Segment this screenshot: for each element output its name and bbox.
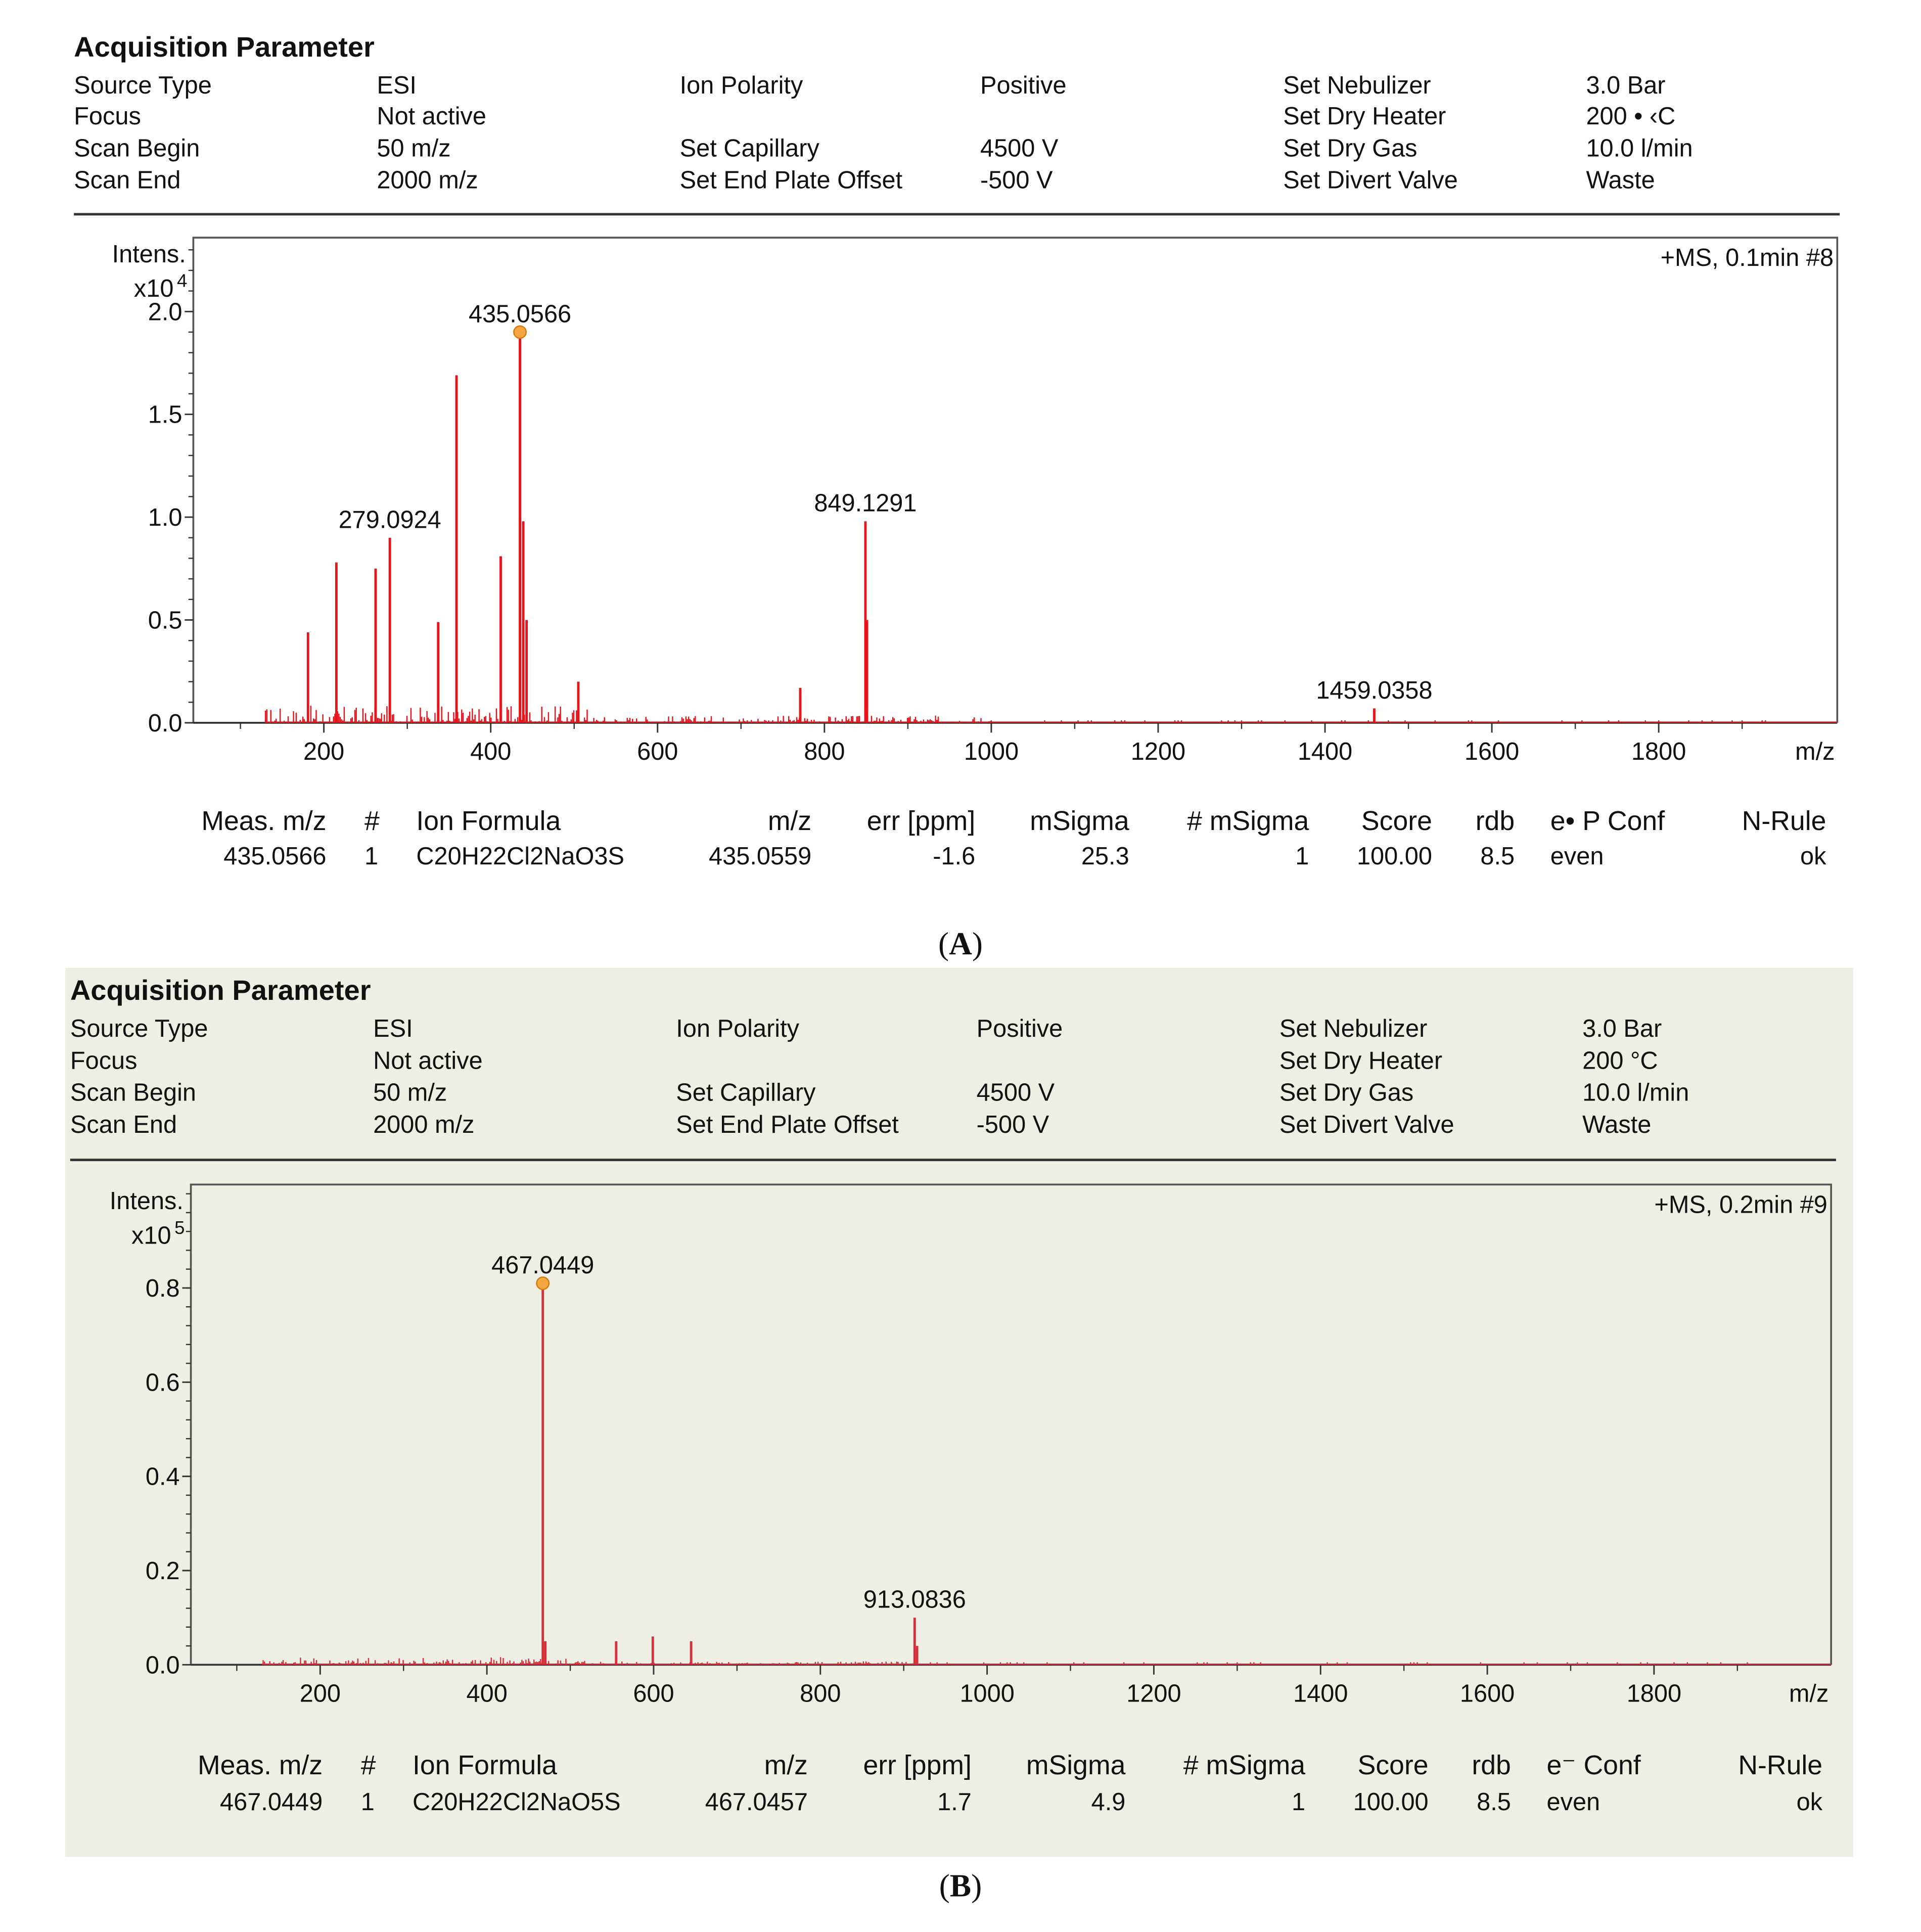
param-value: 2000 m/z [373, 1112, 475, 1139]
y-tick-label: 0.5 [148, 607, 182, 634]
param-label: Set Divert Valve [1279, 1112, 1454, 1139]
caption-paren: ) [971, 1868, 982, 1904]
y-tick-label: 1.0 [148, 504, 182, 532]
param-value: 200 • ‹C [1586, 103, 1676, 131]
table-cell: 435.0566 [223, 843, 327, 871]
table-cell: -1.6 [933, 843, 976, 871]
table-cell: C20H22Cl2NaO5S [413, 1789, 621, 1816]
x-axis-label: m/z [1795, 738, 1835, 765]
table-cell: 467.0449 [219, 1789, 323, 1816]
table-cell: C20H22Cl2NaO3S [416, 843, 624, 871]
param-value: 4500 V [976, 1080, 1055, 1107]
x-tick-label: 1600 [1464, 738, 1520, 765]
y-tick-label: 2.0 [148, 298, 182, 326]
y-tick-label: 0.0 [148, 709, 182, 737]
param-value: 10.0 l/min [1582, 1080, 1689, 1107]
param-value: 200 °C [1582, 1047, 1658, 1075]
x-tick-label: 1800 [1626, 1680, 1682, 1708]
param-label: Scan End [70, 1112, 177, 1139]
table-header-cell: Ion Formula [416, 805, 561, 836]
caption-paren: ( [938, 926, 949, 962]
param-label: Set Dry Gas [1283, 135, 1417, 163]
x-tick-label: 600 [637, 738, 678, 765]
table-cell: 25.3 [1081, 843, 1129, 871]
table-header-cell: e• P Conf [1550, 805, 1665, 836]
table-header-cell: e⁻ Conf [1546, 1750, 1641, 1781]
param-label: Set End Plate Offset [676, 1112, 899, 1139]
param-value: 50 m/z [377, 135, 451, 163]
peak-label: 279.0924 [338, 506, 441, 534]
param-label: Focus [74, 103, 141, 131]
y-scale-label: x10 [133, 275, 174, 303]
plot-frame [191, 1184, 1832, 1665]
table-cell: 1 [364, 843, 379, 871]
peak-label: 467.0449 [491, 1252, 594, 1279]
section-title: Acquisition Parameter [74, 30, 375, 63]
param-label: Set Dry Heater [1279, 1047, 1443, 1075]
param-value: 4500 V [980, 135, 1059, 163]
table-header-cell: mSigma [1030, 805, 1129, 836]
x-tick-label: 400 [466, 1680, 508, 1708]
caption-letter: B [949, 1868, 972, 1904]
x-tick-label: 400 [470, 738, 512, 765]
y-scale-exponent: 5 [174, 1217, 185, 1238]
x-tick-label: 1000 [959, 1680, 1015, 1708]
param-value: Waste [1582, 1112, 1652, 1139]
param-value: 3.0 Bar [1586, 72, 1666, 100]
table-cell: 467.0457 [705, 1789, 808, 1816]
param-label: Set Dry Gas [1279, 1080, 1414, 1107]
mass-spectrum-chart [0, 0, 1921, 862]
param-label: Scan Begin [70, 1080, 197, 1107]
param-value: -500 V [980, 167, 1053, 195]
param-value: Waste [1586, 167, 1655, 195]
table-cell: 8.5 [1477, 1789, 1511, 1816]
param-label: Set End Plate Offset [679, 167, 903, 195]
x-tick-label: 1200 [1126, 1680, 1181, 1708]
peak-label: 913.0836 [863, 1586, 966, 1614]
x-tick-label: 1400 [1293, 1680, 1348, 1708]
table-cell: 4.9 [1091, 1789, 1126, 1816]
panel-caption [0, 1868, 1921, 1905]
table-header-cell: rdb [1472, 1750, 1511, 1781]
param-label: Scan End [74, 167, 181, 195]
panel-a [0, 0, 1921, 960]
y-scale-label: x10 [131, 1222, 171, 1250]
x-tick-label: 1600 [1459, 1680, 1515, 1708]
spectrum-title: +MS, 0.1min #8 [1660, 244, 1834, 272]
peak-label: 435.0566 [468, 300, 572, 328]
table-header-cell: N-Rule [1738, 1750, 1823, 1781]
table-cell: even [1550, 843, 1604, 871]
table-header-cell: # mSigma [1187, 805, 1309, 836]
x-tick-label: 1000 [964, 738, 1019, 765]
table-cell: 1 [1295, 843, 1309, 871]
table-header-cell: rdb [1475, 805, 1515, 836]
section-title: Acquisition Parameter [70, 974, 371, 1006]
y-tick-label: 0.8 [145, 1275, 180, 1303]
caption-letter: A [949, 926, 972, 962]
caption-paren: ) [972, 926, 983, 962]
param-label: Set Nebulizer [1279, 1016, 1428, 1043]
table-cell: 1 [1291, 1789, 1306, 1816]
table-header-cell: Ion Formula [413, 1750, 557, 1781]
peak-label: 849.1291 [814, 489, 917, 517]
x-tick-label: 1400 [1297, 738, 1353, 765]
table-cell: 8.5 [1480, 843, 1515, 871]
y-tick-label: 0.0 [145, 1651, 180, 1679]
param-value: ESI [377, 72, 417, 100]
table-header-cell: # [364, 805, 380, 836]
table-cell: even [1546, 1789, 1600, 1816]
table-header-cell: Meas. m/z [198, 1750, 323, 1781]
param-label: Set Dry Heater [1283, 103, 1446, 131]
table-cell: 1.7 [937, 1789, 972, 1816]
table-cell: 100.00 [1356, 843, 1432, 871]
table-header-cell: # mSigma [1183, 1750, 1306, 1781]
table-cell: ok [1800, 843, 1826, 871]
plot-frame [193, 238, 1837, 723]
x-tick-label: 1800 [1631, 738, 1686, 765]
y-scale-exponent: 4 [176, 270, 188, 291]
param-value: ESI [373, 1016, 413, 1043]
table-header-cell: Meas. m/z [201, 805, 327, 836]
param-label: Ion Polarity [676, 1016, 800, 1043]
param-value: 3.0 Bar [1582, 1016, 1662, 1043]
panel-b [0, 968, 1921, 1904]
table-header-cell: Score [1361, 805, 1432, 836]
x-axis-label: m/z [1789, 1680, 1829, 1708]
x-tick-label: 200 [303, 738, 345, 765]
param-label: Source Type [70, 1016, 208, 1043]
table-header-cell: err [ppm] [863, 1750, 972, 1781]
param-value: Not active [373, 1047, 483, 1075]
x-tick-label: 800 [804, 738, 845, 765]
param-label: Set Divert Valve [1283, 167, 1458, 195]
mass-spectrum-chart [0, 968, 1921, 1830]
param-value: Positive [980, 72, 1067, 100]
y-axis-label: Intens. [112, 240, 186, 268]
y-tick-label: 0.2 [145, 1557, 180, 1585]
x-tick-label: 1200 [1130, 738, 1186, 765]
table-header-cell: mSigma [1026, 1750, 1126, 1781]
table-header-cell: err [ppm] [866, 805, 976, 836]
table-header-cell: N-Rule [1742, 805, 1826, 836]
y-tick-label: 0.4 [145, 1463, 180, 1491]
table-header-cell: m/z [764, 1750, 808, 1781]
x-tick-label: 800 [800, 1680, 841, 1708]
peak-label: 1459.0358 [1316, 676, 1433, 704]
param-label: Set Capillary [679, 135, 819, 163]
table-cell: ok [1796, 1789, 1823, 1816]
table-cell: 435.0559 [709, 843, 812, 871]
y-axis-label: Intens. [109, 1187, 184, 1215]
param-label: Scan Begin [74, 135, 200, 163]
caption-paren: ( [939, 1868, 950, 1904]
param-label: Source Type [74, 72, 212, 100]
param-label: Set Nebulizer [1283, 72, 1431, 100]
table-cell: 1 [360, 1789, 375, 1816]
param-value: Not active [377, 103, 487, 131]
panel-caption [0, 926, 1921, 963]
table-header-cell: Score [1357, 1750, 1429, 1781]
param-label: Set Capillary [676, 1080, 816, 1107]
table-header-cell: m/z [767, 805, 812, 836]
y-tick-label: 0.6 [145, 1369, 180, 1397]
param-value: -500 V [976, 1112, 1049, 1139]
param-value: Positive [976, 1016, 1063, 1043]
spectrum-title: +MS, 0.2min #9 [1654, 1191, 1827, 1219]
x-tick-label: 200 [299, 1680, 341, 1708]
table-header-cell: # [360, 1750, 376, 1781]
table-cell: 100.00 [1353, 1789, 1429, 1816]
param-value: 10.0 l/min [1586, 135, 1693, 163]
param-value: 50 m/z [373, 1080, 447, 1107]
param-label: Focus [70, 1047, 138, 1075]
x-tick-label: 600 [633, 1680, 674, 1708]
param-label: Ion Polarity [679, 72, 803, 100]
y-tick-label: 1.5 [148, 401, 182, 429]
param-value: 2000 m/z [377, 167, 478, 195]
